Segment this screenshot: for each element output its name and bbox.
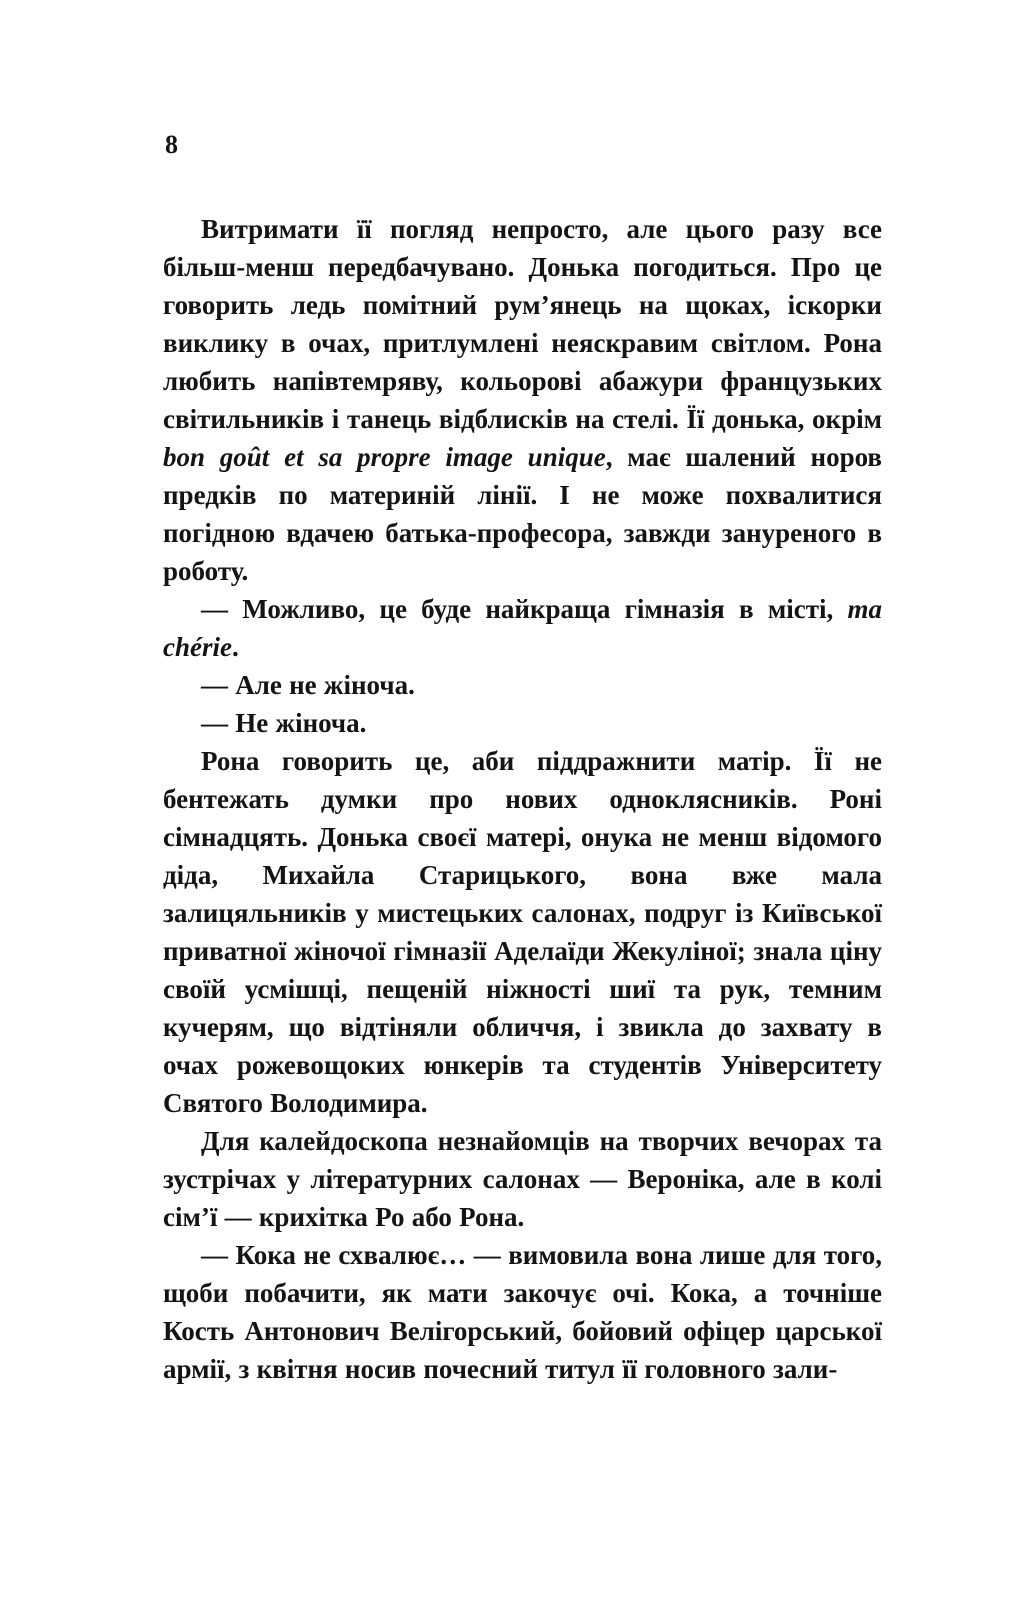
paragraph xyxy=(163,666,882,704)
text-run: — Не жіноча. xyxy=(201,708,367,738)
paragraph xyxy=(163,590,882,666)
italic-run: ma chérie xyxy=(163,594,882,662)
page-number: 8 xyxy=(165,130,179,159)
text-run: , має шалений норов предків по материній лінії. І не може похвалитися погідною вдачею батька-професора, завжди зануреного в роботу. xyxy=(163,442,882,586)
text-run: Витримати її погляд непросто, але цього разу все більш-менш передбачувано. Донька погодиться. Про це говорить ледь помітний рум’янець на щоках, іскорки виклику в очах, притлумлені неяскравим світлом. Рона любить напівтемряву, кольорові абажури французьких світильників і танець відблисків на стелі. Її донька, окрім xyxy=(163,214,882,434)
text-run: Для калейдоскопа незнайомців на творчих вечорах та зустрічах у літературних салонах — Вероніка, але в колі сім’ї — крихітка Ро або Рона. xyxy=(163,1126,882,1232)
paragraph xyxy=(163,1236,882,1388)
paragraph xyxy=(163,742,882,1122)
paragraph xyxy=(163,1122,882,1236)
italic-run: bon goût et sa propre image unique xyxy=(163,442,606,472)
text-run: — Можливо, це буде найкраща гімназія в місті, xyxy=(201,594,848,624)
text-run: . xyxy=(231,632,239,662)
text-run: Рона говорить це, аби піддражнити матір. Її не бентежать думки про нових одноклясників. Роні сімнадцять. Донька своєї матері, онука не менш відомого діда, Михайла Старицького, вона вже мала залицяльників у мистецьких салонах, подруг із Київської приватної жіночої гімназії Аделаїди Жекуліної; знала ціну своїй усмішці, пещеній ніжності шиї та рук, темним кучерям, що відтіняли обличчя, і звикла до захвату в очах рожевощоких юнкерів та студентів Університету Святого Володимира. xyxy=(163,746,882,1118)
text-run: — Кока не схвалює… — вимовила вона лише для того, щоби побачити, як мати закочує очі. Кока, а точніше Кость Антонович Велігорський, бойовий офіцер царської армії, з квітня носив почесний титул її головного зали- xyxy=(163,1240,882,1384)
paragraph xyxy=(163,210,882,590)
text-run: — Але не жіноча. xyxy=(201,670,415,700)
text-block xyxy=(163,210,882,1388)
paragraph xyxy=(163,704,882,742)
